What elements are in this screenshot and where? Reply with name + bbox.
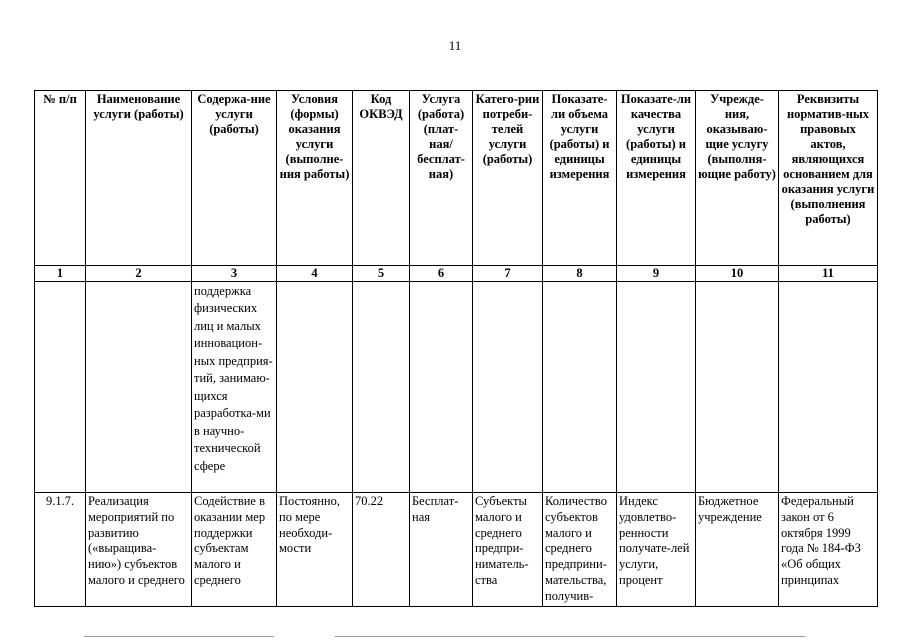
empty-cell (779, 281, 878, 493)
column-number: 11 (779, 266, 878, 281)
header-cell-num: № п/п (35, 91, 86, 266)
header-cell-quality: Показате-ли качества услуги (работы) и единицы измерения (617, 91, 696, 266)
scan-edge-line (84, 636, 274, 637)
empty-cell (353, 281, 410, 493)
service-content-cell: Содействие в оказании мер поддержки субъектам малого и среднего (192, 493, 277, 607)
column-number: 7 (473, 266, 543, 281)
volume-indicator-cell: Количество субъектов малого и среднего предприни-мательства, получив- (543, 493, 617, 607)
column-number: 3 (192, 266, 277, 281)
column-number-row (35, 266, 878, 281)
continuation-content-cell: поддержка физических лиц и малых инновацион-ных предприя-тий, занимаю-щихся разработка-ми в научно-технической сфере (192, 281, 277, 493)
empty-cell (410, 281, 473, 493)
empty-cell (86, 281, 192, 493)
empty-cell (696, 281, 779, 493)
legal-basis-cell: Федеральный закон от 6 октября 1999 года № 184-ФЗ «Об общих принципах (779, 493, 878, 607)
table-row (35, 493, 878, 607)
header-cell-name: Наименование услуги (работы) (86, 91, 192, 266)
header-cell-content: Содержа-ние услуги (работы) (192, 91, 277, 266)
row-number-cell: 9.1.7. (35, 493, 86, 607)
header-cell-legal: Реквизиты норматив-ных правовых актов, являющихся основанием для оказания услуги (выполнения работы) (779, 91, 878, 266)
header-cell-okved: Код ОКВЭД (353, 91, 410, 266)
service-conditions-cell: Постоянно, по мере необходи-мости (277, 493, 353, 607)
scan-edge-line (335, 636, 805, 637)
header-cell-institution: Учрежде-ния, оказываю-щие услугу (выполня-ющие работу) (696, 91, 779, 266)
column-number: 8 (543, 266, 617, 281)
consumers-cell: Субъекты малого и среднего предпри-ниматель-ства (473, 493, 543, 607)
column-number: 4 (277, 266, 353, 281)
column-number: 5 (353, 266, 410, 281)
column-number: 2 (86, 266, 192, 281)
empty-cell (473, 281, 543, 493)
okved-code-cell: 70.22 (353, 493, 410, 607)
institution-cell: Бюджетное учреждение (696, 493, 779, 607)
empty-cell (617, 281, 696, 493)
page-number: 11 (448, 38, 462, 53)
column-number: 6 (410, 266, 473, 281)
column-number: 10 (696, 266, 779, 281)
column-number: 1 (35, 266, 86, 281)
header-cell-volume: Показате-ли объема услуги (работы) и единицы измерения (543, 91, 617, 266)
header-cell-consumers: Катего-рии потреби-телей услуги (работы) (473, 91, 543, 266)
paid-status-cell: Бесплат-ная (410, 493, 473, 607)
header-cell-paid: Услуга (работа) (плат-ная/ бесплат-ная) (410, 91, 473, 266)
empty-cell (543, 281, 617, 493)
empty-cell (277, 281, 353, 493)
column-number: 9 (617, 266, 696, 281)
services-table (34, 90, 878, 607)
service-name-cell: Реализация мероприятий по развитию («выращива-нию») субъектов малого и среднего (86, 493, 192, 607)
continuation-row (35, 281, 878, 493)
quality-indicator-cell: Индекс удовлетво-ренности получате-лей услуги, процент (617, 493, 696, 607)
header-row (35, 91, 878, 266)
header-cell-conditions: Условия (формы) оказания услуги (выполне-ния работы) (277, 91, 353, 266)
empty-cell (35, 281, 86, 493)
